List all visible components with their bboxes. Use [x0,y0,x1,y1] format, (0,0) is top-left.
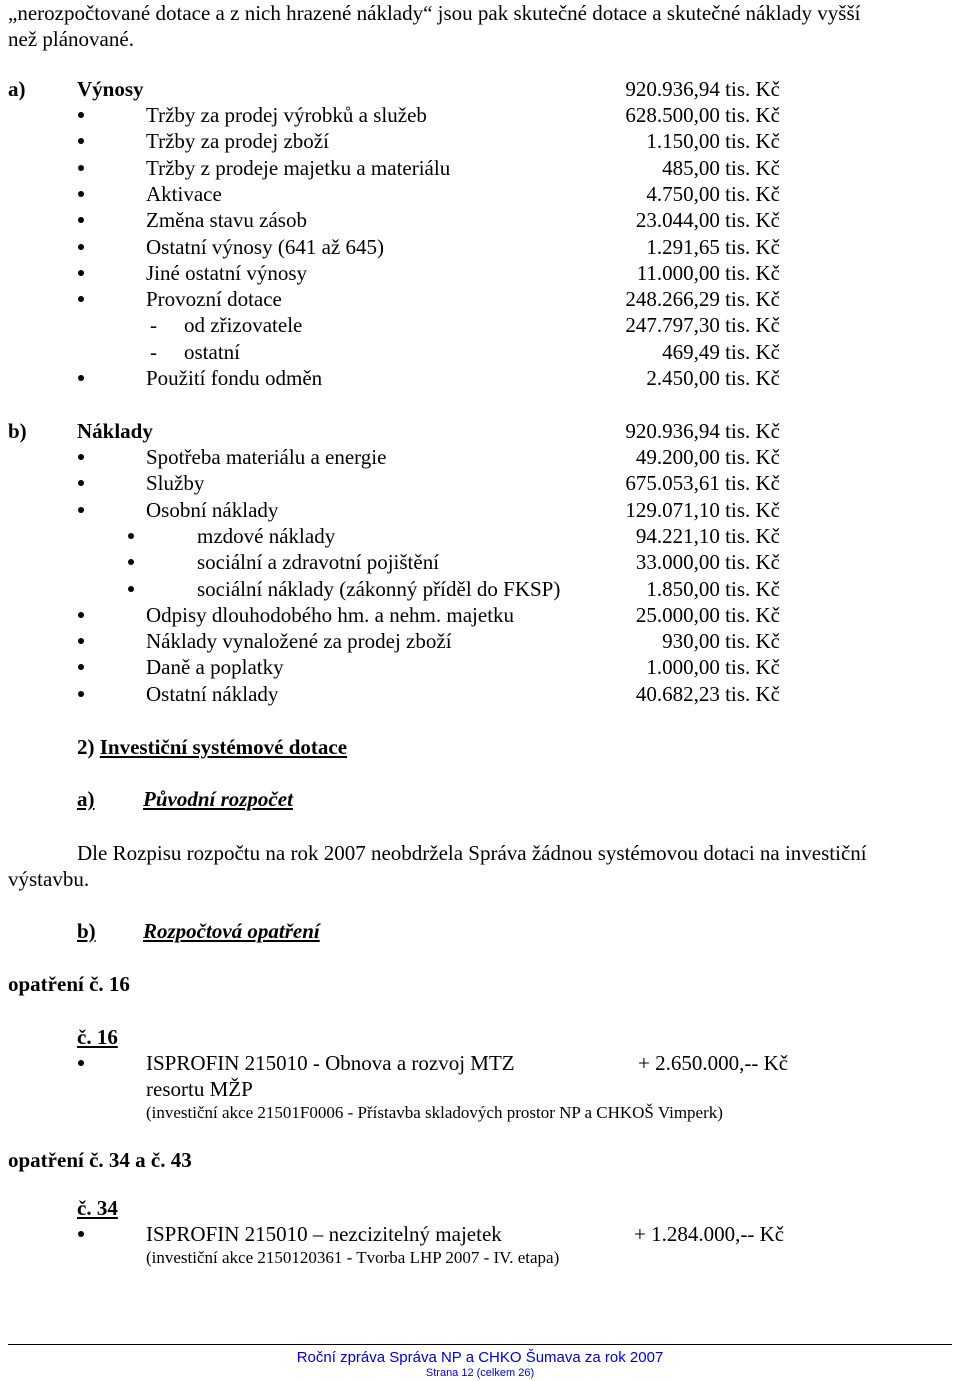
opatreni16-sub: č. 16 [77,1025,118,1049]
opatreni16-item-2: resortu MŽP [146,1077,253,1101]
vynosy-item-label: Změna stavu zásob [146,208,307,233]
bullet-icon [78,375,84,381]
naklady-item-value: 49.200,00 tis. Kč [635,445,780,469]
footer-page: Strana 12 (celkem 26) [425,1367,535,1379]
opatreni16-amount: + 2.650.000,-- Kč [638,1051,789,1075]
opatreni34-item: ISPROFIN 215010 – nezcizitelný majetek [146,1222,502,1246]
naklady-item-label: Náklady vynaložené za prodej zboží [146,629,452,654]
vynosy-item-value: 1.291,65 tis. Kč [646,234,780,259]
vynosy-item-value: 248.266,29 tis. Kč [625,287,780,312]
section2-title: Investiční systémové dotace [99,735,348,759]
naklady-title: Náklady [77,419,153,443]
vynosy-subitem-value: 247.797,30 tis. Kč [625,313,780,338]
section2-a-text-2: výstavbu. [8,867,90,891]
bullet-icon [78,664,84,670]
vynosy-item-label: Jiné ostatní výnosy [146,260,307,285]
naklady-item-label: Ostatní náklady [146,681,279,706]
vynosy-item-label: Tržby za prodej výrobků a služeb [146,103,427,127]
vynosy-item-label: Ostatní výnosy (641 až 645) [146,234,384,259]
naklady-item-label: Služby [146,471,205,496]
dash-marker: - [150,313,157,338]
bullet-icon [78,191,84,197]
bullet-icon [78,1231,84,1237]
vynosy-title: Výnosy [77,77,144,101]
footer-title: Roční zpráva Správa NP a CHKO Šumava za rok 2007 [296,1349,664,1366]
naklady-osobni-value: 33.000,00 tis. Kč [635,550,780,575]
naklady-item-value: 1.000,00 tis. Kč [646,655,780,680]
vynosy-item-value: 11.000,00 tis. Kč [636,260,780,285]
opatreni16-heading: opatření č. 16 [8,972,130,996]
bullet-icon [78,138,84,144]
naklady-osobni-label: mzdové náklady [197,523,336,548]
naklady-marker: b) [8,419,27,443]
section2-number: 2) [77,735,95,759]
naklady-item-value: 25.000,00 tis. Kč [635,602,780,627]
bullet-icon [78,507,84,513]
naklady-osobni-value: 1.850,00 tis. Kč [646,576,780,601]
naklady-total: 920.936,94 tis. Kč [625,419,780,443]
footer-divider [8,1344,952,1345]
naklady-item-value: 129.071,10 tis. Kč [625,497,780,522]
bullet-icon [128,533,134,539]
dash-marker: - [150,339,157,364]
opatreni16-item: ISPROFIN 215010 - Obnova a rozvoj MTZ [146,1051,515,1075]
opatreni34-heading: opatření č. 34 a č. 43 [8,1148,192,1172]
naklady-osobni-label: sociální náklady (zákonný příděl do FKSP) [197,576,561,601]
section2-b-marker: b) [77,919,96,943]
naklady-item-label: Daně a poplatky [146,655,284,680]
bullet-icon [78,244,84,250]
vynosy-item-label: Provozní dotace [146,287,282,312]
naklady-item-label: Osobní náklady [146,497,279,522]
vynosy-item-value: 485,00 tis. Kč [662,155,780,180]
vynosy-subitem-label: ostatní [184,339,240,364]
vynosy-subitem-label: od zřizovatele [184,313,303,338]
bullet-icon [78,217,84,223]
vynosy-item-label: Použití fondu odměn [146,366,323,390]
vynosy-item-value: 4.750,00 tis. Kč [646,181,780,206]
naklady-item-value: 40.682,23 tis. Kč [635,681,780,706]
opatreni34-note: (investiční akce 2150120361 - Tvorba LHP 2007 - IV. etapa) [146,1248,560,1267]
bullet-icon [78,691,84,697]
bullet-icon [78,612,84,618]
naklady-item-value: 675.053,61 tis. Kč [625,471,780,496]
vynosy-item-value: 2.450,00 tis. Kč [646,366,780,390]
section2-a-heading [77,786,293,812]
bullet-icon [128,559,134,565]
bullet-icon [78,296,84,302]
bullet-icon [78,165,84,171]
vynosy-item-value: 628.500,00 tis. Kč [625,103,780,127]
bullet-icon [78,112,84,118]
bullet-icon [78,638,84,644]
section2-a-marker: a) [77,787,95,811]
section2-b-title: Rozpočtová opatření [143,919,320,943]
naklady-item-value: 930,00 tis. Kč [662,629,780,654]
vynosy-item-label: Tržby z prodeje majetku a materiálu [146,155,451,180]
bullet-icon [128,586,134,592]
vynosy-marker: a) [8,77,26,101]
opatreni16-note: (investiční akce 21501F0006 - Přístavba skladových prostor NP a CHKOŠ Vimperk) [146,1103,723,1122]
bullet-icon [78,1060,84,1066]
naklady-item-label: Spotřeba materiálu a energie [146,445,387,469]
vynosy-item-label: Tržby za prodej zboží [146,129,329,154]
naklady-osobni-label: sociální a zdravotní pojištění [197,550,440,575]
intro-line-1: „nerozpočtované dotace a z nich hrazené náklady“ jsou pak skutečné dotace a skutečné náklady vyšší [8,1,861,25]
opatreni34-sub: č. 34 [77,1196,118,1220]
opatreni34-amount: + 1.284.000,-- Kč [634,1222,785,1246]
intro-line-2: než plánované. [8,27,134,51]
vynosy-subitem-value: 469,49 tis. Kč [662,339,780,364]
vynosy-item-label: Aktivace [146,181,222,206]
vynosy-item-value: 1.150,00 tis. Kč [646,129,780,154]
section2-b-heading [77,918,320,944]
section2-heading [77,734,347,760]
bullet-icon [78,454,84,460]
vynosy-item-value: 23.044,00 tis. Kč [635,208,780,233]
naklady-item-label: Odpisy dlouhodobého hm. a nehm. majetku [146,602,515,627]
bullet-icon [78,270,84,276]
naklady-osobni-value: 94.221,10 tis. Kč [635,523,780,548]
section2-a-text-1: Dle Rozpisu rozpočtu na rok 2007 neobdržela Správa žádnou systémovou dotaci na investiční [77,841,867,865]
section2-a-title: Původní rozpočet [143,787,293,811]
bullet-icon [78,480,84,486]
vynosy-total: 920.936,94 tis. Kč [625,77,780,101]
